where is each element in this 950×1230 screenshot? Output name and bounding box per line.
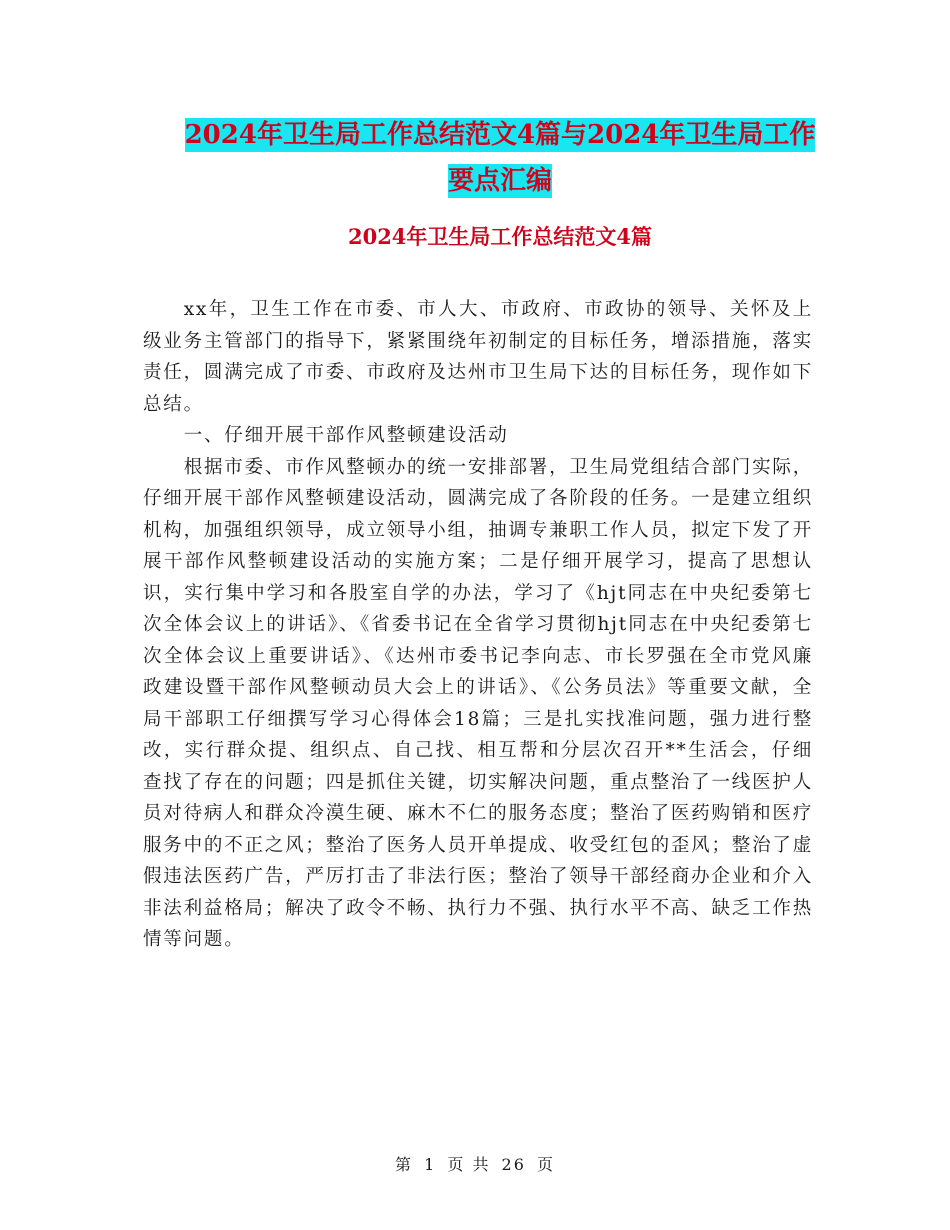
title-line-1: 2024年卫生局工作总结范文4篇与2024年卫生局工作 — [184, 120, 816, 150]
footer-suffix: 页 — [537, 1155, 556, 1174]
paragraph-intro: xx年，卫生工作在市委、市人大、市政府、市政协的领导、关怀及上级业务主管部门的指导下，紧紧围绕年初制定的目标任务，增添措施，落实责任，圆满完成了市委、市政府及达州市卫生局下达的目标任务，现作如下总结。 — [143, 299, 813, 415]
footer-prefix: 第 — [394, 1155, 413, 1174]
title-line-2: 要点汇编 — [447, 166, 552, 196]
paragraph-body-1: 根据市委、市作风整顿办的统一安排部署，卫生局党组结合部门实际，仔细开展干部作风整顿建设活动，圆满完成了各阶段的任务。一是建立组织机构，加强组织领导，成立领导小组，抽调专兼职工作人员，拟定下发了开展干部作风整顿建设活动的实施方案；二是仔细开展学习，提高了思想认识，实行集中学习和各股室自学的办法，学习了《hjt同志在中央纪委第七次全体会议上的讲话》、《省委书记在全省学习贯彻hjt同志在中央纪委第七次全体会议上重要讲话》、《达州市委书记李向志、市长罗强在全市党风廉政建设暨干部作风整顿动员大会上的讲话》、《公务员法》等重要文献，全局干部职工仔细撰写学习心得体会18篇；三是扎实找准问题，强力进行整改，实行群众提、组织点、自己找、相互帮和分层次召开**生活会，仔细查找了存在的问题；四是抓住关键，切实解决问题，重点整治了一线医护人员对待病人和群众冷漠生硬、麻木不仁的服务态度；整治了医药购销和医疗服务中的不正之风；整治了医务人员开单提成、收受红包的歪风；整治了虚假违法医药广告，严厉打击了非法行医；整治了领导干部经商办企业和介入非法利益格局；解决了政令不畅、执行力不强、执行水平不高、缺乏工作热情等问题。 — [143, 456, 813, 950]
page-footer — [0, 1152, 950, 1175]
document-body — [143, 294, 813, 956]
footer-page-total: 26 — [501, 1155, 526, 1174]
footer-page-current: 1 — [424, 1155, 437, 1174]
document-title — [140, 112, 860, 204]
footer-mid: 页 共 — [447, 1155, 491, 1174]
paragraph-heading-1: 一、仔细开展干部作风整顿建设活动 — [183, 425, 509, 446]
section-title: 2024年卫生局工作总结范文4篇 — [347, 224, 653, 249]
